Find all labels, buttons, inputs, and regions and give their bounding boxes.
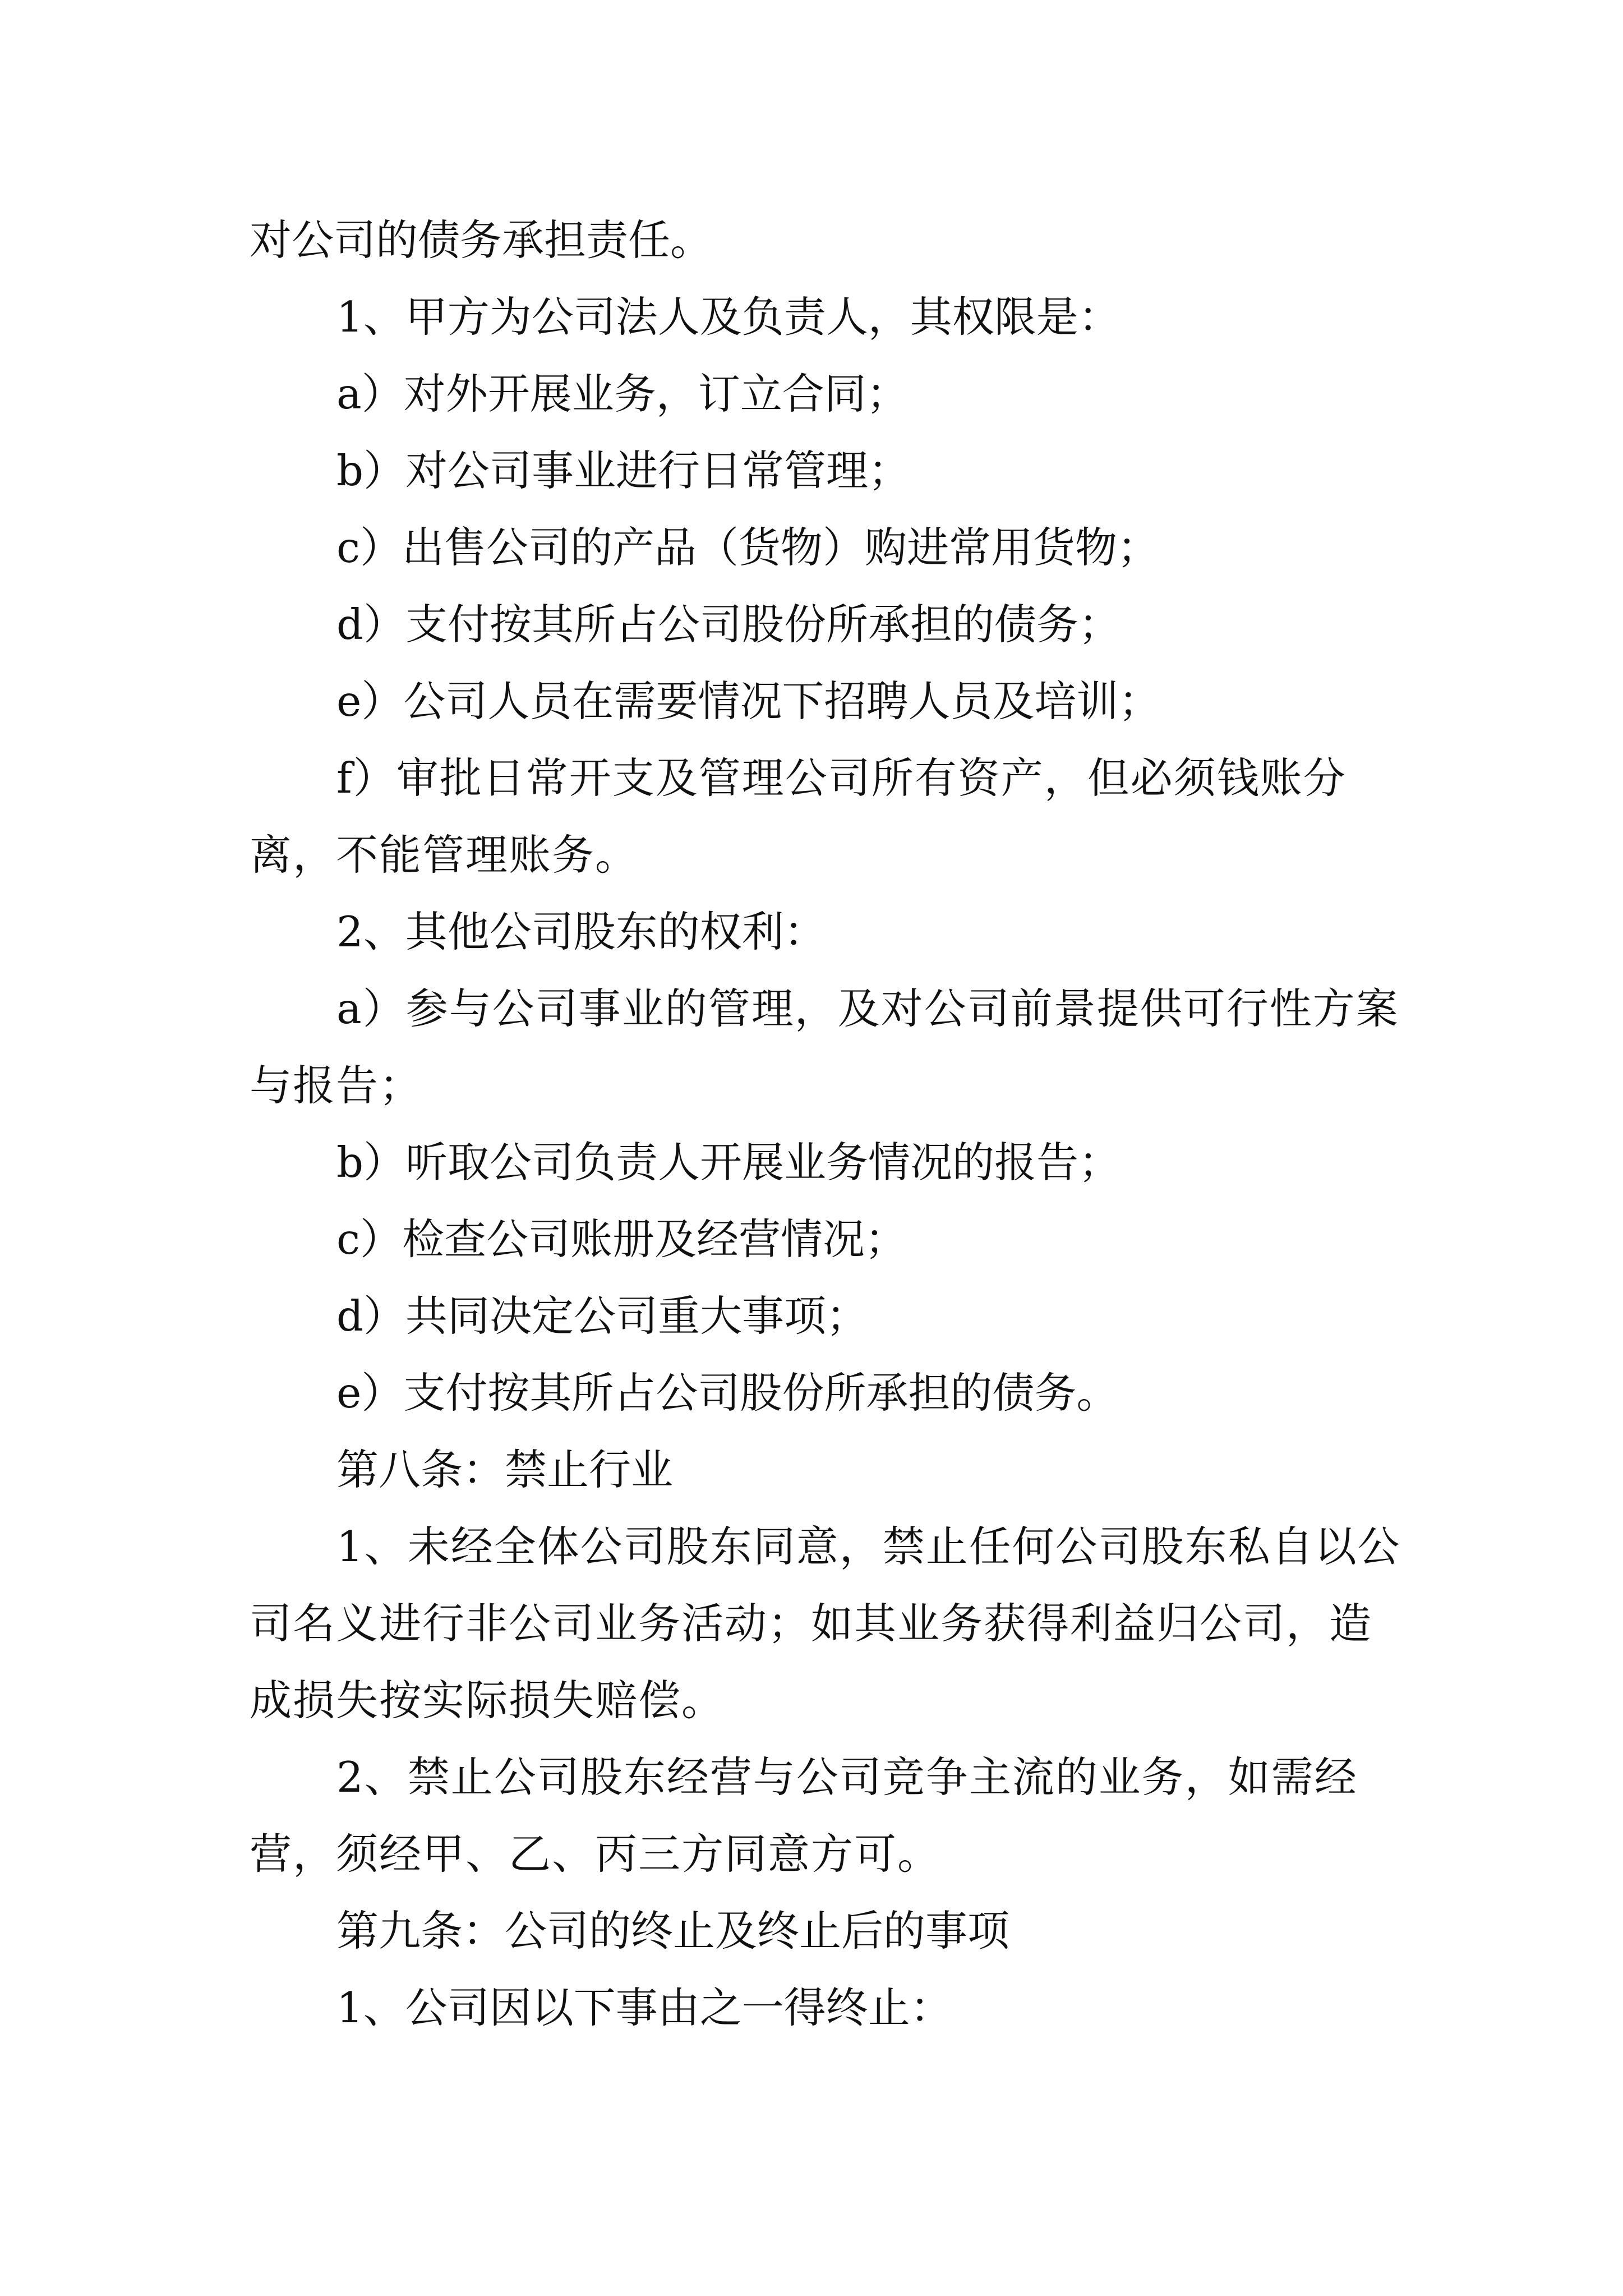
paragraph-debt-responsibility: 对公司的债务承担责任。 (250, 215, 713, 265)
paragraph-shareholder-rights: 2、其他公司股东的权利： (336, 907, 826, 956)
article-8-clause-2: 2、禁止公司股东经营与公司竞争主流的业务，如需经营，须经甲、乙、丙三方同意方可。 (250, 1752, 1358, 1879)
list-item-d-decisions: d）共同决定公司重大事项； (336, 1291, 869, 1341)
list-item-c-inspection: c）检查公司账册及经营情况； (336, 1214, 907, 1264)
paragraph-party-a-authority: 1、甲方为公司法人及负责人，其权限是： (336, 292, 1121, 342)
list-item-d-debt: d）支付按其所占公司股份所承担的债务； (336, 600, 1121, 649)
article-9-heading: 第九条：公司的终止及终止后的事项 (336, 1906, 1010, 1955)
list-item-c-sales: c）出售公司的产品（货物）购进常用货物； (336, 523, 1160, 572)
article-9-clause-1: 1、公司因以下事由之一得终止： (336, 1983, 952, 2032)
article-8-heading: 第八条：禁止行业 (336, 1445, 674, 1494)
list-item-e-recruitment: e）公司人员在需要情况下招聘人员及培训； (336, 677, 1161, 726)
list-item-a-participation: a）参与公司事业的管理，及对公司前景提供可行性方案与报告； (250, 984, 1399, 1110)
list-item-b-management: b）对公司事业进行日常管理； (336, 446, 911, 495)
list-item-b-reports: b）听取公司负责人开展业务情况的报告； (336, 1138, 1121, 1187)
list-item-a-business: a）对外开展业务，订立合同； (336, 369, 909, 418)
article-8-clause-1: 1、未经全体公司股东同意，禁止任何公司股东私自以公司名义进行非公司业务活动；如其业务获得利益归公司，造成损失按实际损失赔偿。 (250, 1522, 1401, 1725)
list-item-e-debt: e）支付按其所占公司股份所承担的债务。 (336, 1368, 1119, 1418)
document-page (250, 202, 1405, 2046)
list-item-f-approval: f）审批日常开支及管理公司所有资产，但必须钱账分离，不能管理账务。 (250, 753, 1347, 880)
